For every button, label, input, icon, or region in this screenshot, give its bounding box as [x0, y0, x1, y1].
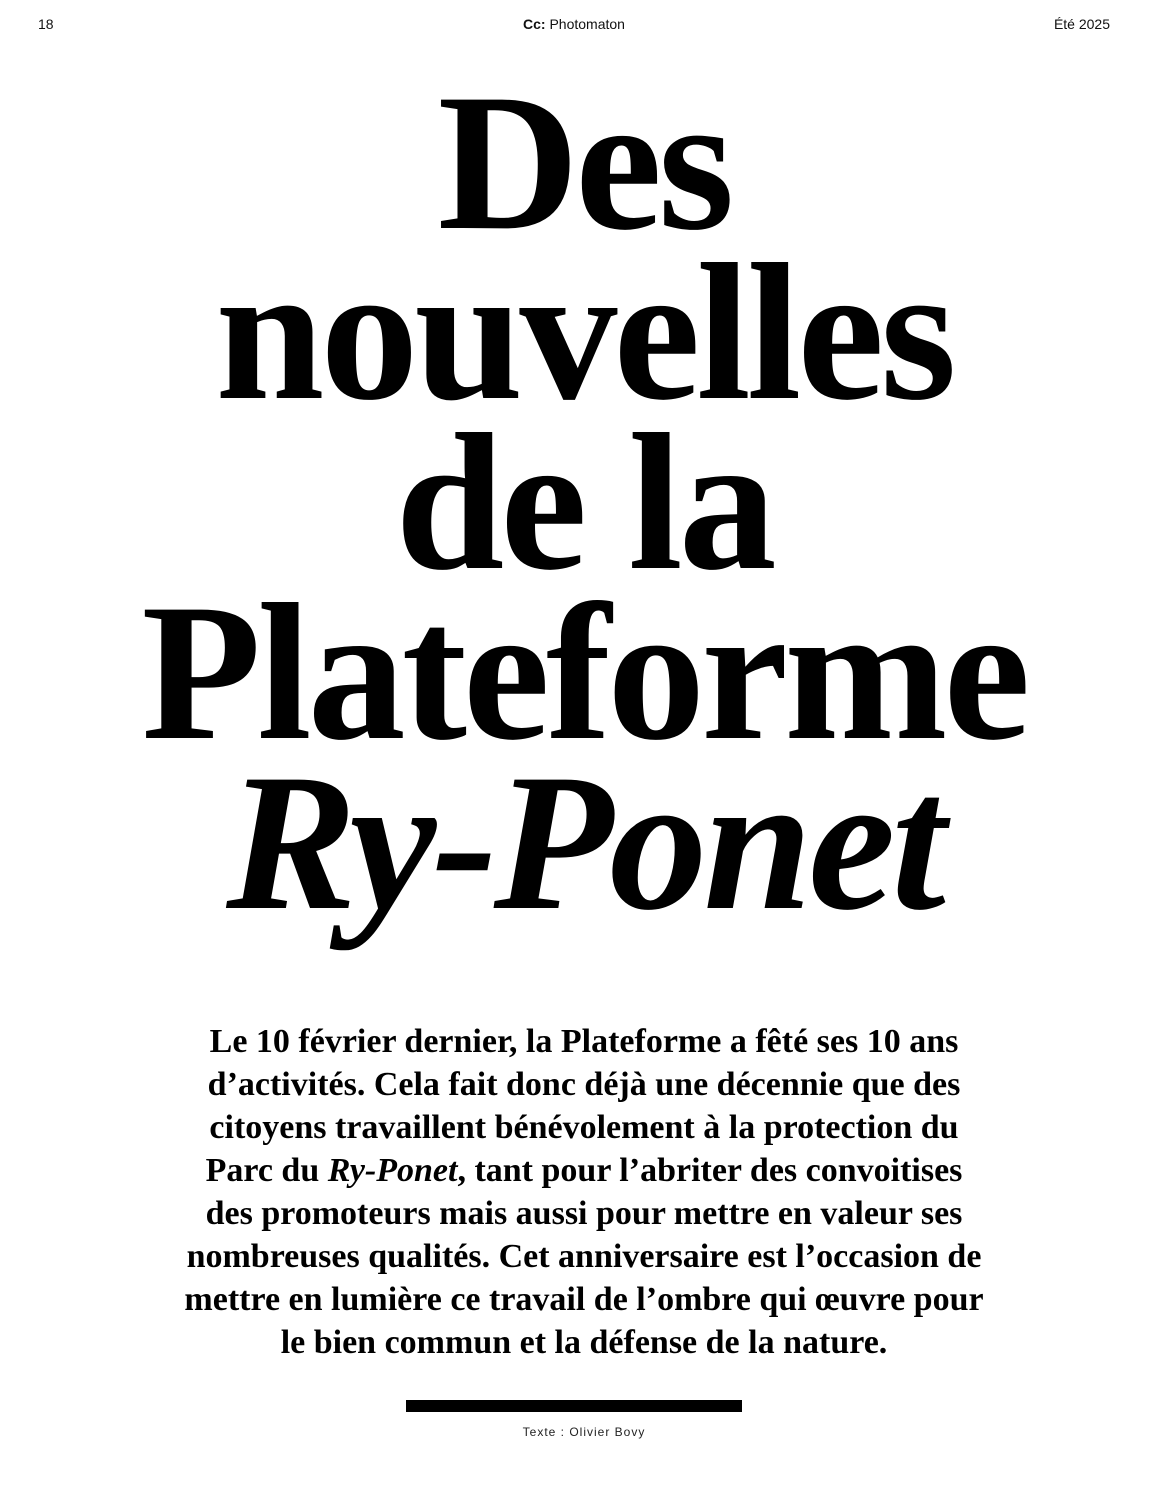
title-line-4: Plateforme — [141, 564, 1027, 781]
article-title — [0, 54, 1168, 951]
lead-line-5: des promoteurs mais aussi pour mettre en valeur ses — [205, 1195, 963, 1232]
lead-place-name: Ry-Ponet — [327, 1152, 458, 1189]
lead-line-7: mettre en lumière ce travail de l’ombre qui œuvre pour — [184, 1281, 984, 1318]
page-header — [38, 16, 1110, 38]
publication-brand: Cc: — [523, 16, 546, 32]
lead-line-4-end: , tant pour l’abriter des convoitises — [457, 1152, 963, 1189]
publication-name: Photomaton — [549, 16, 625, 32]
title-line-2: nouvelles — [215, 224, 953, 441]
lead-line-4 — [110, 1149, 1058, 1192]
publication-title — [38, 16, 1110, 32]
divider-bar — [406, 1400, 742, 1412]
lead-line-2: d’activités. Cela fait donc déjà une décennie que des — [207, 1066, 961, 1103]
title-line-5: Ry-Ponet — [226, 734, 942, 951]
author-credit: Texte : Olivier Bovy — [522, 1425, 646, 1439]
lead-line-1: Le 10 février dernier, la Plateforme a fêté ses 10 ans — [209, 1023, 959, 1060]
lead-line-6: nombreuses qualités. Cet anniversaire est l’occasion de — [186, 1238, 982, 1275]
lead-line-3: citoyens travaillent bénévolement à la protection du — [209, 1109, 959, 1146]
title-line-1: Des — [437, 54, 731, 271]
lead-line-4-start: Parc du — [205, 1152, 320, 1189]
lead-line-8: le bien commun et la défense de la nature. — [280, 1324, 888, 1361]
title-line-3: de la — [395, 394, 773, 611]
page-number: 18 — [38, 16, 54, 32]
article-lead — [110, 1020, 1058, 1364]
issue-date: Été 2025 — [1053, 16, 1110, 32]
